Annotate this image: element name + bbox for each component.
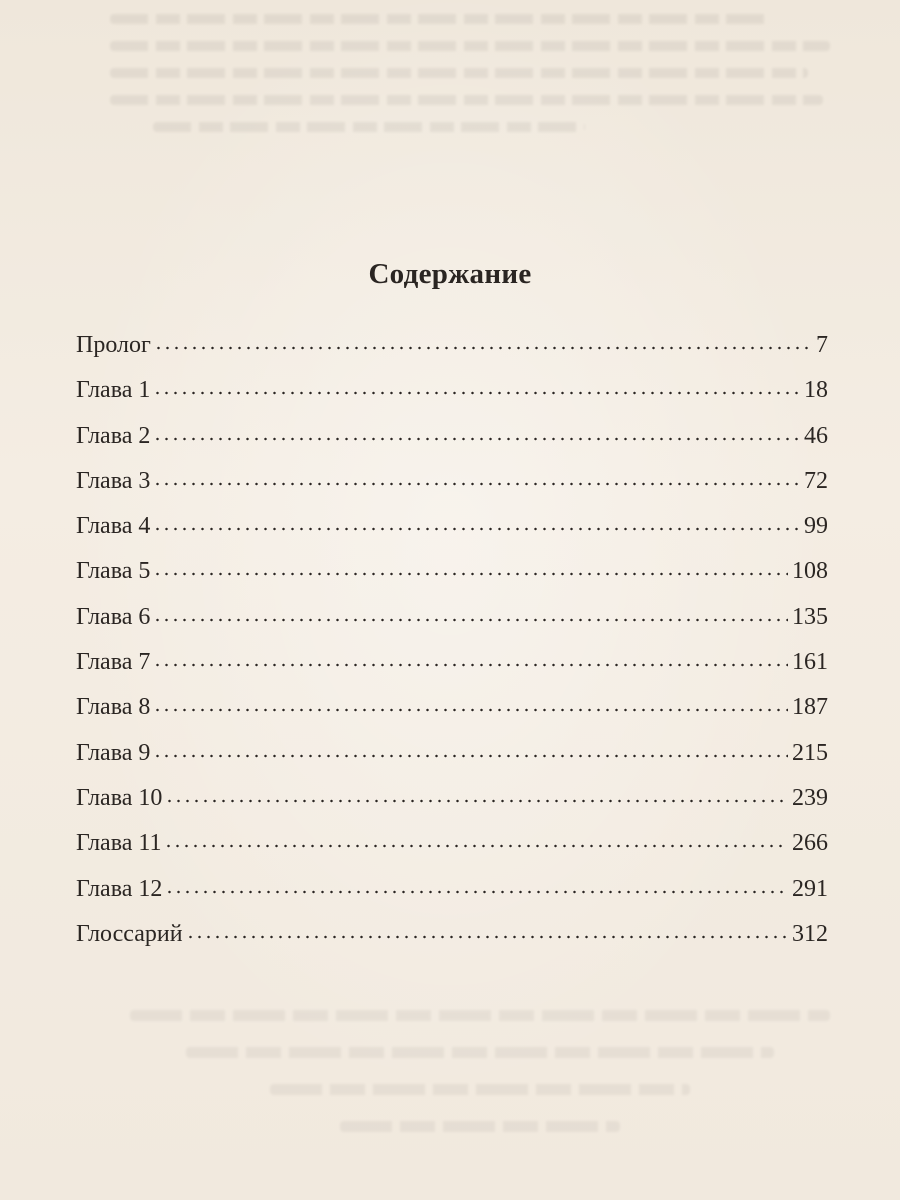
toc-entry-page: 135 xyxy=(792,603,828,630)
toc-entry-chapter-6[interactable] xyxy=(76,602,828,647)
toc-entry-label: Глава 11 xyxy=(76,830,162,857)
toc-entry-page: 187 xyxy=(792,694,828,721)
toc-entry-page: 291 xyxy=(792,875,828,902)
toc-entry-chapter-2[interactable] xyxy=(76,421,828,466)
toc-entry-label: Глава 7 xyxy=(76,649,151,676)
toc-entry-chapter-5[interactable] xyxy=(76,556,828,601)
toc-entry-page: 46 xyxy=(804,422,828,449)
toc-entry-page: 99 xyxy=(804,513,828,540)
toc-entry-label: Глава 4 xyxy=(76,513,151,540)
dot-leader xyxy=(153,617,788,623)
toc-entry-page: 266 xyxy=(792,830,828,857)
table-of-contents xyxy=(76,330,828,964)
dot-leader xyxy=(153,662,788,668)
toc-entry-page: 161 xyxy=(792,649,828,676)
toc-entry-page: 239 xyxy=(792,784,828,811)
bleed-through-text xyxy=(110,0,830,149)
toc-entry-chapter-12[interactable] xyxy=(76,874,828,919)
toc-entry-chapter-3[interactable] xyxy=(76,466,828,511)
dot-leader xyxy=(154,345,812,351)
toc-entry-label: Глава 8 xyxy=(76,694,151,721)
toc-entry-page: 18 xyxy=(804,377,828,404)
toc-entry-chapter-8[interactable] xyxy=(76,692,828,737)
toc-entry-label: Глоссарий xyxy=(76,920,183,947)
dot-leader xyxy=(153,707,788,713)
dot-leader xyxy=(153,390,800,396)
toc-entry-page: 72 xyxy=(804,467,828,494)
bleed-through-text-lower xyxy=(130,1010,830,1158)
toc-entry-prologue[interactable] xyxy=(76,330,828,375)
dot-leader xyxy=(165,798,788,804)
toc-entry-label: Глава 2 xyxy=(76,422,151,449)
toc-entry-page: 215 xyxy=(792,739,828,766)
toc-entry-label: Глава 5 xyxy=(76,558,151,585)
toc-entry-label: Глава 3 xyxy=(76,467,151,494)
toc-entry-page: 7 xyxy=(816,332,828,358)
toc-entry-page: 312 xyxy=(792,920,828,947)
toc-entry-label: Глава 6 xyxy=(76,603,151,630)
toc-entry-label: Глава 10 xyxy=(76,784,163,811)
toc-heading: Содержание xyxy=(368,258,532,290)
toc-entry-label: Глава 9 xyxy=(76,739,151,766)
toc-entry-chapter-1[interactable] xyxy=(76,375,828,420)
toc-entry-chapter-10[interactable] xyxy=(76,783,828,828)
toc-entry-chapter-7[interactable] xyxy=(76,647,828,692)
toc-entry-chapter-11[interactable] xyxy=(76,828,828,873)
dot-leader xyxy=(153,436,800,442)
toc-entry-glossary[interactable] xyxy=(76,919,828,964)
toc-entry-chapter-9[interactable] xyxy=(76,738,828,783)
toc-entry-chapter-4[interactable] xyxy=(76,511,828,556)
toc-entry-label: Пролог xyxy=(76,332,151,358)
toc-entry-label: Глава 1 xyxy=(76,377,151,404)
dot-leader xyxy=(186,934,788,940)
dot-leader xyxy=(153,571,788,577)
toc-entry-page: 108 xyxy=(792,558,828,585)
dot-leader xyxy=(165,889,788,895)
dot-leader xyxy=(153,481,800,487)
toc-entry-label: Глава 12 xyxy=(76,875,163,902)
dot-leader xyxy=(164,843,788,849)
dot-leader xyxy=(153,526,800,532)
dot-leader xyxy=(153,753,788,759)
